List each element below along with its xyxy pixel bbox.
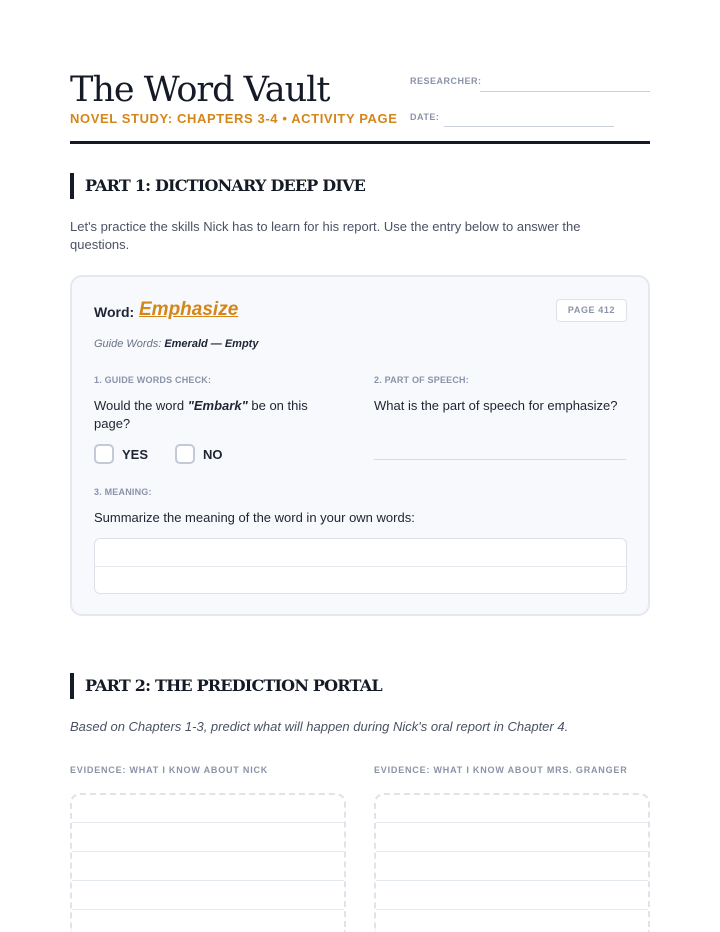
header-divider [70,141,650,144]
yes-label: YES [122,447,149,462]
researcher-label: RESEARCHER: [410,76,482,86]
writing-line [72,880,344,881]
q1-question [94,397,334,433]
no-label: NO [203,447,223,462]
page-subtitle: NOVEL STUDY: CHAPTERS 3-4 • ACTIVITY PAGE [70,111,398,126]
writing-line [72,851,344,852]
guide-words-prefix: Guide Words: [94,338,162,350]
dictionary-entry-card [70,275,650,616]
q2-question: What is the part of speech for emphasize? [374,398,618,413]
writing-line [376,909,648,910]
q2-label: 2. PART OF SPEECH: [374,375,469,385]
evidence-nick-label: EVIDENCE: WHAT I KNOW ABOUT NICK [70,765,269,775]
writing-line [72,822,344,823]
word-label: Word: [94,304,135,320]
evidence-nick-box[interactable] [70,793,346,932]
evidence-granger-label: EVIDENCE: WHAT I KNOW ABOUT MRS. GRANGER [374,765,628,775]
yes-checkbox[interactable] [94,444,114,464]
meaning-writing-line [95,566,626,567]
guide-words-value: Emerald — Empty [164,338,259,350]
meaning-answer-box[interactable] [94,538,627,594]
q1-text-after: be on this page? [94,398,308,431]
part2-heading: PART 2: THE PREDICTION PORTAL [70,673,650,699]
writing-line [376,822,648,823]
page-number-badge: PAGE 412 [556,299,627,322]
q3-question: Summarize the meaning of the word in your own words: [94,510,415,525]
part-of-speech-answer-line[interactable] [374,459,626,460]
guide-words [94,338,258,350]
q3-label: 3. MEANING: [94,487,152,497]
writing-line [376,880,648,881]
part1-intro: Let's practice the skills Nick has to learn for his report. Use the entry below to answer the questions. [70,219,581,252]
page-title: The Word Vault [70,70,330,110]
part1-heading: PART 1: DICTIONARY DEEP DIVE [70,173,650,199]
q1-target-word: "Embark" [187,398,248,413]
researcher-field[interactable] [480,91,650,92]
q1-text-before: Would the word [94,398,185,413]
writing-line [376,851,648,852]
part2-intro: Based on Chapters 1-3, predict what will happen during Nick's oral report in Chapter 4. [70,719,569,734]
worksheet-page [70,0,650,932]
no-checkbox[interactable] [175,444,195,464]
date-label: DATE: [410,112,440,122]
date-field[interactable] [444,126,614,127]
writing-line [72,909,344,910]
entry-word: Emphasize [139,299,239,320]
evidence-granger-box[interactable] [374,793,650,932]
q1-label: 1. GUIDE WORDS CHECK: [94,375,212,385]
